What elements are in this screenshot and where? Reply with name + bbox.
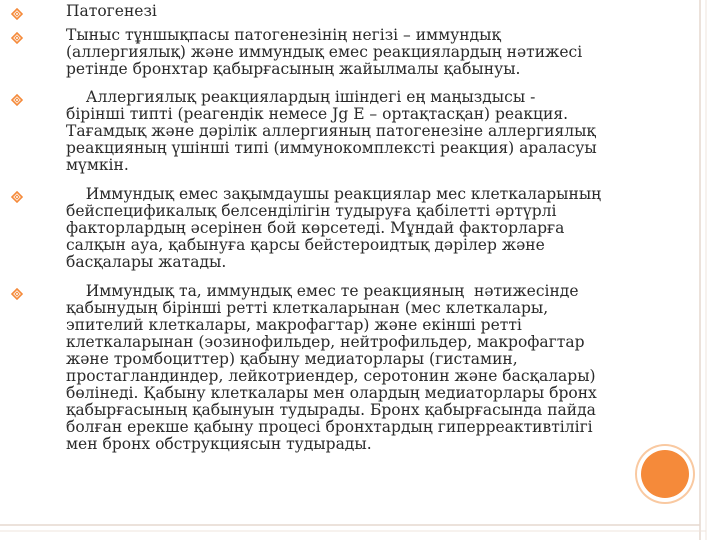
hollow-diamond-icon (11, 288, 23, 300)
bullet-3-line-3: Тағамдық және дәрілік аллергияның патогенезіне аллергиялық (66, 122, 596, 140)
bullet-1-line-1: Патогенезі (66, 2, 157, 20)
bullet-4-line-1: Иммундық емес зақымдаушы реакциялар мес клеткаларының (66, 185, 602, 203)
bullet-2-line-2: (аллергиялық) және иммундық емес реакциялардың нәтижесі (66, 43, 583, 61)
bullet-5-line-8: қабырғасының қабынуын тудырады. Бронх қабырғасында пайда (66, 401, 596, 419)
bullet-2-line-3: ретінде бронхтар қабырғасының жайылмалы қабынуы. (66, 60, 521, 78)
bullet-5-line-9: болған ерекше қабыну процесі бронхтардың гиперреактивтілігі (66, 418, 593, 436)
bullet-5-line-3: эпителий клеткалары, макрофагтар) және екінші ретті (66, 316, 522, 334)
bullet-5-line-1: Иммундық та, иммундық емес те реакцияның нәтижесінде (66, 282, 579, 300)
bullet-4-line-3: факторлардың әсерінен бой көрсетеді. Мұндай факторларға (66, 219, 565, 237)
hollow-diamond-icon (11, 32, 23, 44)
bullet-5-line-2: қабынудың бірінші ретті клеткаларынан (мес клеткалары, (66, 299, 549, 317)
bullet-3-line-2: бірінші типті (реагендік немесе Jg E – ортақтасқан) реакция. (66, 105, 569, 123)
hollow-diamond-icon (11, 94, 23, 106)
bullet-5-line-5: және тромбоциттер) қабыну медиаторлары (гистамин, (66, 350, 518, 368)
bullet-4-line-2: бейспецификалық белсенділігін тудыруға қабілетті әртүрлі (66, 202, 557, 220)
bullet-5-line-6: простагландиндер, лейкотриендер, серотонин және басқалары) (66, 367, 596, 385)
bullet-4-line-5: басқалары жатады. (66, 253, 227, 271)
bullet-4-line-4: салқын ауа, қабынуға қарсы бейстероидтық дәрілер және (66, 236, 545, 254)
bullet-5-line-7: бөлінеді. Қабыну клеткалары мен олардың медиаторлары бронх (66, 384, 597, 402)
bullet-2-line-1: Тыныс тұншықпасы патогенезінің негізі – иммундық (66, 26, 501, 44)
hollow-diamond-icon (11, 191, 23, 203)
bullet-3-line-1: Аллергиялық реакциялардың ішіндегі ең маңыздысы - (66, 88, 536, 106)
hollow-diamond-icon (11, 8, 23, 20)
decorative-orange-circle (641, 450, 689, 498)
bullet-5-line-4: клеткаларынан (эозинофильдер, нейтрофильдер, макрофагтар (66, 333, 585, 351)
bullet-3-line-4: реакцияның үшінші типі (иммунокомплексті реакция) араласуы (66, 139, 597, 157)
bullet-3-line-5: мүмкін. (66, 156, 129, 174)
bullet-5-line-10: мен бронх обструкциясын тудырады. (66, 435, 372, 453)
